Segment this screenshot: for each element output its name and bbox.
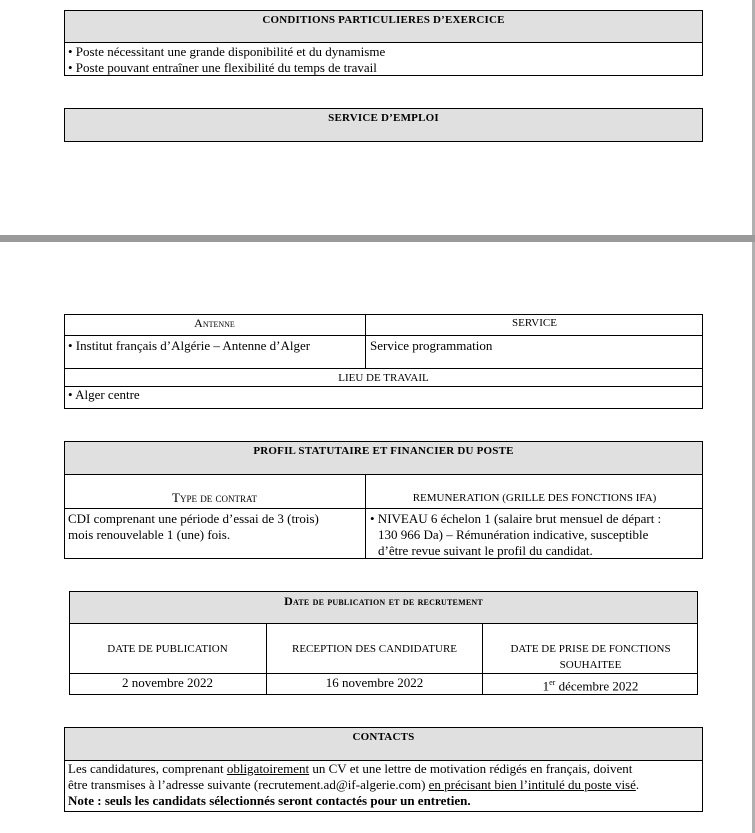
remuneration-value: 130 966 Da) – Rémunération indicative, susceptible [378, 527, 649, 542]
prise-fonctions-month: décembre 2022 [555, 678, 639, 694]
document-page-2 [0, 242, 755, 833]
remuneration-header: REMUNERATION (GRILLE DES FONCTIONS IFA) [412, 492, 657, 504]
prise-fonctions-header: DATE DE PRISE DE FONCTIONS [510, 643, 671, 655]
contacts-emphasis: en précisant bien l’intitulé du poste visé [428, 777, 636, 792]
conditions-bottom-border [64, 75, 703, 76]
antenne-value: • Institut français d’Algérie – Antenne d’Alger [68, 338, 311, 353]
type-contrat-header: Type de contrat [172, 490, 257, 505]
contacts-header [64, 727, 703, 761]
prise-fonctions-suffix: er [549, 678, 556, 687]
conditions-header [64, 10, 703, 43]
date-publication-header: DATE DE PUBLICATION [107, 643, 228, 655]
document-page-1 [0, 0, 755, 235]
remuneration-value: d’être revue suivant le profil du candidat. [378, 543, 593, 558]
contacts-text: être transmises à l’adresse suivante (recrutement.ad@if-algerie.com) [68, 777, 429, 792]
type-contrat-value: mois renouvelable 1 (une) fois. [68, 527, 231, 542]
conditions-left-border [64, 43, 65, 76]
contacts-text: Les candidatures, comprenant [68, 761, 227, 776]
antenne-row-divider [64, 368, 703, 369]
dates-row-divider [69, 673, 698, 674]
date-publication-value: 2 novembre 2022 [122, 675, 213, 690]
contacts-note: Note : seuls les candidats sélectionnés seront contactés pour un entretien. [68, 793, 471, 808]
lieu-header: LIEU DE TRAVAIL [338, 372, 429, 384]
antenne-row-divider [64, 335, 703, 336]
contacts-text: un CV et une lettre de motivation rédigés en français, doivent [309, 761, 633, 776]
contacts-text: . [635, 777, 640, 792]
conditions-item: • Poste nécessitant une grande disponibilité et du dynamisme [68, 44, 386, 59]
profil-header [64, 441, 703, 475]
type-contrat-value: CDI comprenant une période d’essai de 3 (trois) [68, 511, 319, 526]
antenne-row-divider [64, 386, 703, 387]
service-emploi-header [64, 108, 703, 142]
reception-candidature-value: 16 novembre 2022 [325, 675, 424, 690]
profil-row-divider [64, 508, 703, 509]
conditions-item: • Poste pouvant entraîner une flexibilité du temps de travail [68, 60, 377, 75]
profil-title: PROFIL STATUTAIRE ET FINANCIER DU POSTE [253, 445, 514, 457]
prise-fonctions-header: SOUHAITEE [559, 659, 622, 671]
contacts-line-2 [68, 777, 700, 792]
profil-col-divider [365, 474, 366, 559]
service-emploi-title: SERVICE D’EMPLOI [328, 112, 439, 124]
service-value: Service programmation [370, 338, 493, 353]
contacts-line-1 [68, 761, 700, 776]
lieu-value: • Alger centre [68, 387, 140, 402]
page-separator [0, 235, 755, 242]
service-header: SERVICE [512, 317, 557, 329]
reception-candidature-header: RECEPTION DES CANDIDATURE [292, 643, 457, 655]
remuneration-value: • NIVEAU 6 échelon 1 (salaire brut mensuel de départ : [370, 511, 662, 526]
antenne-header: Antenne [194, 316, 235, 330]
dates-title: Date de publication et de recrutement [284, 594, 483, 608]
conditions-title: CONDITIONS PARTICULIERES D’EXERCICE [262, 14, 505, 26]
contacts-title: CONTACTS [352, 731, 415, 743]
conditions-right-border [702, 43, 703, 76]
contacts-emphasis: obligatoirement [226, 761, 310, 776]
dates-header [69, 591, 698, 624]
prise-fonctions-day: 1 [542, 678, 550, 694]
prise-fonctions-value [483, 675, 698, 693]
